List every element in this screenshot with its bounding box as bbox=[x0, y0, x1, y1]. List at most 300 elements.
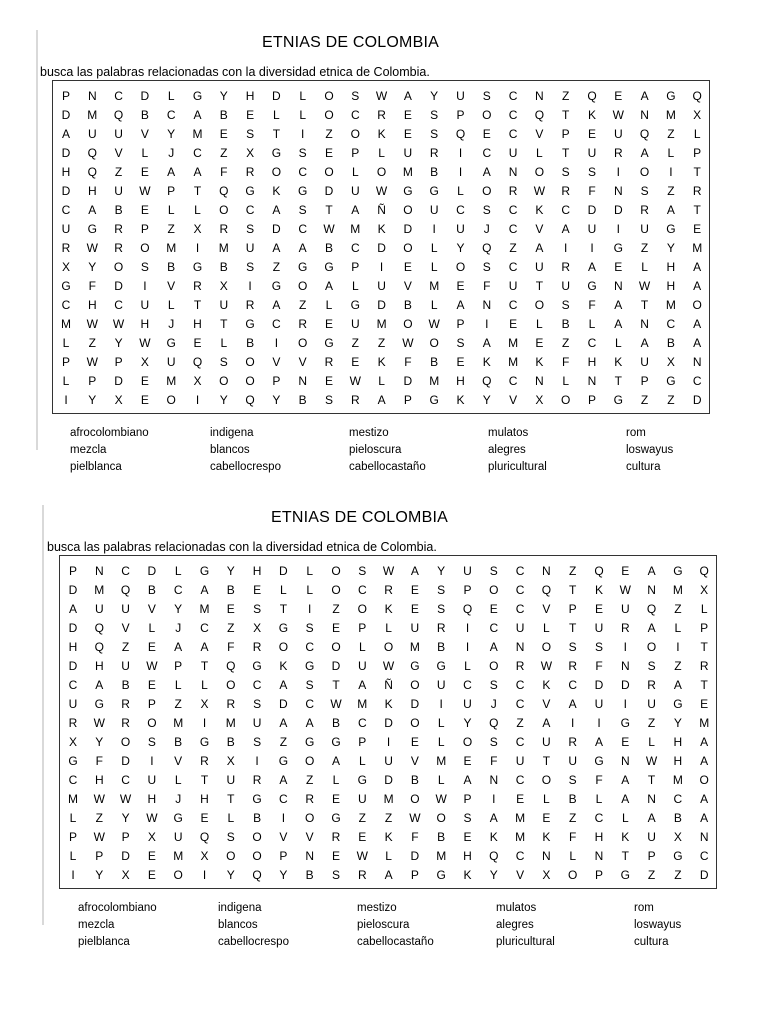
grid-letter: L bbox=[299, 108, 307, 122]
grid-letter: V bbox=[114, 146, 123, 160]
grid-letter: G bbox=[594, 754, 604, 768]
grid-letter: U bbox=[166, 355, 176, 369]
grid-letter: Y bbox=[272, 393, 281, 407]
grid-letter: U bbox=[647, 830, 656, 844]
grid-letter: R bbox=[699, 659, 709, 673]
word-list-item: blancos bbox=[210, 444, 250, 456]
grid-letter: Y bbox=[666, 241, 675, 255]
word-list-item: rom bbox=[634, 902, 654, 914]
word-list-item: alegres bbox=[488, 444, 526, 456]
grid-letter: U bbox=[252, 716, 262, 730]
grid-letter: K bbox=[482, 355, 491, 369]
grid-letter: O bbox=[140, 241, 150, 255]
grid-letter: L bbox=[62, 374, 70, 388]
grid-letter: P bbox=[279, 849, 288, 863]
grid-letter: P bbox=[272, 374, 281, 388]
grid-letter: E bbox=[140, 393, 149, 407]
grid-letter: Q bbox=[87, 146, 97, 160]
grid-letter: O bbox=[692, 298, 702, 312]
grid-letter: Q bbox=[87, 165, 97, 179]
grid-letter: I bbox=[308, 602, 312, 616]
grid-letter: P bbox=[121, 830, 130, 844]
grid-letter: P bbox=[167, 184, 176, 198]
grid-letter: G bbox=[252, 792, 262, 806]
grid-letter: M bbox=[61, 317, 71, 331]
grid-letter: E bbox=[140, 165, 149, 179]
grid-letter: Z bbox=[569, 564, 577, 578]
grid-letter: T bbox=[562, 146, 570, 160]
grid-letter: B bbox=[561, 317, 570, 331]
grid-letter: W bbox=[382, 564, 395, 578]
grid-row bbox=[53, 106, 709, 124]
grid-letter: Y bbox=[279, 868, 288, 882]
grid-letter: X bbox=[700, 583, 709, 597]
grid-letter: S bbox=[561, 165, 570, 179]
grid-letter: Y bbox=[121, 811, 130, 825]
grid-letter: Z bbox=[647, 716, 656, 730]
grid-letter: M bbox=[515, 811, 526, 825]
grid-letter: E bbox=[140, 203, 149, 217]
grid-letter: I bbox=[571, 716, 575, 730]
grid-letter: I bbox=[623, 640, 627, 654]
grid-letter: V bbox=[535, 127, 544, 141]
grid-letter: O bbox=[120, 735, 131, 749]
grid-letter: N bbox=[613, 279, 623, 293]
grid-letter: E bbox=[219, 127, 228, 141]
grid-letter: S bbox=[456, 336, 465, 350]
grid-letter: E bbox=[587, 127, 596, 141]
grid-letter: W bbox=[330, 697, 342, 711]
grid-letter: Z bbox=[569, 811, 577, 825]
grid-letter: L bbox=[325, 298, 333, 312]
grid-letter: C bbox=[508, 374, 518, 388]
grid-letter: X bbox=[147, 830, 156, 844]
grid-letter: I bbox=[492, 792, 496, 806]
grid-letter: K bbox=[621, 830, 630, 844]
grid-letter: Y bbox=[219, 89, 228, 103]
grid-letter: P bbox=[114, 355, 123, 369]
grid-letter: C bbox=[200, 621, 209, 635]
grid-letter: E bbox=[693, 222, 702, 236]
grid-letter: K bbox=[542, 830, 551, 844]
grid-letter: U bbox=[121, 602, 130, 616]
grid-letter: L bbox=[174, 678, 182, 692]
grid-letter: E bbox=[200, 811, 209, 825]
grid-letter: J bbox=[175, 621, 182, 635]
grid-letter: L bbox=[588, 317, 596, 331]
grid-letter: S bbox=[331, 868, 340, 882]
grid-letter: Z bbox=[325, 127, 333, 141]
grid-letter: A bbox=[587, 260, 596, 274]
grid-letter: R bbox=[436, 621, 446, 635]
grid-letter: I bbox=[458, 146, 463, 160]
grid-letter: Q bbox=[192, 355, 203, 369]
grid-letter: W bbox=[119, 792, 132, 806]
grid-letter: I bbox=[564, 241, 568, 255]
grid-letter: C bbox=[508, 260, 518, 274]
grid-letter: W bbox=[86, 241, 98, 255]
grid-letter: A bbox=[331, 754, 340, 768]
grid-letter: H bbox=[140, 317, 150, 331]
grid-letter: C bbox=[357, 583, 367, 597]
grid-letter: L bbox=[437, 716, 445, 730]
grid-letter: L bbox=[306, 583, 314, 597]
grid-letter: C bbox=[298, 165, 308, 179]
grid-letter: B bbox=[121, 678, 130, 692]
grid-letter: V bbox=[403, 279, 412, 293]
grid-letter: H bbox=[61, 165, 71, 179]
grid-letter: Q bbox=[219, 184, 229, 198]
grid-letter: M bbox=[692, 241, 703, 255]
grid-letter: L bbox=[693, 127, 701, 141]
word-list-item: loswayus bbox=[634, 919, 682, 931]
grid-letter: R bbox=[252, 773, 262, 787]
grid-letter: S bbox=[561, 298, 570, 312]
grid-letter: I bbox=[64, 393, 68, 407]
grid-letter: Q bbox=[639, 127, 650, 141]
grid-letter: Z bbox=[509, 241, 517, 255]
grid-letter: U bbox=[377, 279, 386, 293]
grid-letter: E bbox=[331, 849, 340, 863]
grid-letter: B bbox=[666, 336, 675, 350]
grid-letter: Y bbox=[114, 336, 123, 350]
grid-letter: E bbox=[542, 811, 551, 825]
grid-letter: R bbox=[226, 697, 236, 711]
grid-letter: A bbox=[279, 716, 288, 730]
grid-letter: K bbox=[614, 355, 623, 369]
grid-letter: N bbox=[699, 830, 709, 844]
grid-letter: I bbox=[274, 336, 279, 350]
grid-letter: W bbox=[612, 108, 624, 122]
grid-letter: D bbox=[114, 279, 123, 293]
word-list-item: pluricultural bbox=[488, 461, 547, 473]
grid-letter: C bbox=[515, 678, 525, 692]
grid-letter: N bbox=[94, 564, 104, 578]
grid-letter: L bbox=[430, 260, 438, 274]
grid-letter: R bbox=[357, 868, 367, 882]
grid-letter: M bbox=[436, 849, 447, 863]
grid-letter: W bbox=[93, 830, 105, 844]
grid-letter: V bbox=[121, 621, 130, 635]
grid-letter: M bbox=[87, 108, 98, 122]
grid-letter: K bbox=[279, 659, 288, 673]
grid-letter: B bbox=[246, 336, 255, 350]
grid-letter: G bbox=[620, 868, 630, 882]
grid-letter: H bbox=[200, 792, 209, 806]
grid-letter: K bbox=[489, 830, 498, 844]
grid-letter: V bbox=[535, 222, 544, 236]
grid-letter: A bbox=[88, 203, 97, 217]
grid-letter: R bbox=[377, 108, 386, 122]
grid-letter: O bbox=[245, 355, 255, 369]
word-search-grid bbox=[52, 80, 710, 414]
grid-letter: E bbox=[140, 374, 149, 388]
grid-letter: J bbox=[490, 697, 497, 711]
grid-letter: O bbox=[173, 868, 183, 882]
grid-letter: C bbox=[193, 146, 202, 160]
page-title: ETNIAS DE COLOMBIA bbox=[271, 509, 448, 526]
grid-letter: X bbox=[200, 849, 209, 863]
grid-letter: L bbox=[69, 849, 77, 863]
grid-letter: A bbox=[298, 241, 307, 255]
grid-letter: R bbox=[620, 621, 630, 635]
grid-letter: L bbox=[174, 773, 182, 787]
grid-letter: G bbox=[245, 184, 255, 198]
grid-letter: W bbox=[86, 355, 98, 369]
grid-letter: D bbox=[68, 583, 78, 597]
grid-letter: P bbox=[61, 89, 70, 103]
grid-letter: Q bbox=[252, 868, 262, 882]
grid-letter: A bbox=[279, 678, 288, 692]
grid-letter: C bbox=[515, 697, 525, 711]
grid-letter: A bbox=[535, 241, 544, 255]
grid-letter: C bbox=[489, 621, 499, 635]
grid-letter: C bbox=[68, 678, 78, 692]
grid-letter: M bbox=[409, 640, 420, 654]
grid-letter: Y bbox=[167, 127, 176, 141]
grid-letter: U bbox=[410, 621, 420, 635]
grid-letter: Y bbox=[88, 393, 97, 407]
grid-letter: T bbox=[200, 773, 209, 787]
grid-letter: X bbox=[542, 868, 551, 882]
grid-letter: Z bbox=[562, 336, 570, 350]
grid-letter: C bbox=[121, 773, 130, 787]
grid-letter: K bbox=[535, 203, 544, 217]
grid-letter: B bbox=[410, 773, 419, 787]
grid-letter: E bbox=[489, 602, 498, 616]
grid-letter: G bbox=[357, 773, 367, 787]
grid-letter: F bbox=[227, 640, 235, 654]
grid-letter: W bbox=[402, 336, 414, 350]
grid-letter: C bbox=[298, 222, 308, 236]
grid-letter: L bbox=[674, 621, 682, 635]
grid-letter: O bbox=[482, 184, 492, 198]
grid-letter: U bbox=[515, 754, 525, 768]
grid-letter: K bbox=[384, 697, 393, 711]
grid-letter: Z bbox=[299, 298, 307, 312]
grid-letter: L bbox=[437, 773, 445, 787]
grid-letter: N bbox=[489, 773, 499, 787]
grid-letter: Y bbox=[95, 735, 104, 749]
grid-letter: P bbox=[358, 621, 367, 635]
grid-letter: N bbox=[587, 374, 597, 388]
grid-letter: O bbox=[219, 203, 229, 217]
grid-letter: U bbox=[456, 89, 465, 103]
grid-row bbox=[60, 657, 716, 675]
grid-letter: R bbox=[219, 222, 229, 236]
grid-letter: G bbox=[192, 89, 203, 103]
grid-letter: B bbox=[114, 203, 123, 217]
grid-letter: R bbox=[245, 298, 255, 312]
grid-letter: C bbox=[272, 317, 281, 331]
grid-letter: Y bbox=[174, 602, 183, 616]
grid-letter: N bbox=[535, 89, 544, 103]
grid-letter: L bbox=[457, 184, 464, 198]
grid-letter: S bbox=[594, 640, 603, 654]
grid-letter: E bbox=[331, 621, 340, 635]
grid-letter: W bbox=[375, 184, 388, 198]
grid-letter: Y bbox=[226, 868, 235, 882]
grid-letter: S bbox=[430, 127, 439, 141]
grid-letter: L bbox=[148, 621, 156, 635]
grid-letter: S bbox=[568, 640, 577, 654]
grid-letter: A bbox=[174, 640, 183, 654]
grid-letter: D bbox=[587, 203, 597, 217]
grid-letter: I bbox=[439, 697, 443, 711]
grid-letter: R bbox=[561, 184, 571, 198]
grid-letter: T bbox=[562, 108, 570, 122]
grid-letter: C bbox=[508, 127, 518, 141]
grid-letter: A bbox=[272, 298, 281, 312]
grid-letter: A bbox=[693, 317, 702, 331]
grid-letter: R bbox=[384, 583, 393, 597]
grid-letter: I bbox=[616, 165, 620, 179]
grid-letter: D bbox=[279, 564, 288, 578]
instructions: busca las palabras relacionadas con la diversidad etnica de Colombia. bbox=[47, 540, 437, 554]
grid-letter: R bbox=[252, 640, 262, 654]
grid-letter: S bbox=[489, 735, 498, 749]
grid-letter: E bbox=[456, 279, 465, 293]
grid-letter: R bbox=[61, 241, 71, 255]
grid-letter: L bbox=[174, 564, 182, 578]
word-list-item: alegres bbox=[496, 919, 534, 931]
word-list-item: pielblanca bbox=[70, 461, 122, 473]
grid-row bbox=[60, 676, 716, 694]
grid-letter: G bbox=[350, 298, 360, 312]
grid-letter: O bbox=[489, 583, 499, 597]
grid-letter: L bbox=[62, 336, 70, 350]
grid-letter: T bbox=[700, 678, 708, 692]
grid-letter: I bbox=[485, 317, 489, 331]
grid-letter: P bbox=[68, 564, 77, 578]
grid-letter: G bbox=[331, 811, 341, 825]
grid-letter: H bbox=[587, 355, 597, 369]
grid-letter: A bbox=[279, 773, 288, 787]
grid-letter: U bbox=[508, 146, 518, 160]
grid-letter: W bbox=[93, 716, 105, 730]
grid-row bbox=[60, 733, 716, 751]
grid-letter: S bbox=[140, 260, 149, 274]
grid-letter: Z bbox=[384, 811, 393, 825]
grid-letter: N bbox=[305, 849, 315, 863]
grid-letter: A bbox=[482, 336, 491, 350]
grid-letter: S bbox=[437, 602, 446, 616]
grid-letter: P bbox=[61, 355, 70, 369]
grid-letter: A bbox=[193, 108, 202, 122]
grid-letter: V bbox=[140, 127, 149, 141]
grid-letter: Z bbox=[377, 336, 386, 350]
grid-letter: L bbox=[569, 849, 577, 863]
grid-letter: D bbox=[384, 773, 393, 787]
grid-letter: P bbox=[647, 849, 656, 863]
grid-letter: J bbox=[168, 317, 175, 331]
grid-letter: L bbox=[358, 640, 366, 654]
grid-letter: U bbox=[357, 792, 367, 806]
grid-letter: H bbox=[147, 792, 157, 806]
grid-letter: J bbox=[175, 792, 182, 806]
grid-letter: J bbox=[168, 146, 175, 160]
grid-letter: H bbox=[68, 640, 78, 654]
grid-row bbox=[60, 600, 716, 618]
grid-letter: I bbox=[202, 868, 207, 882]
grid-letter: H bbox=[87, 184, 97, 198]
grid-letter: S bbox=[482, 89, 491, 103]
grid-letter: R bbox=[331, 830, 341, 844]
grid-letter: M bbox=[68, 792, 78, 806]
grid-letter: W bbox=[112, 317, 125, 331]
grid-letter: F bbox=[95, 754, 103, 768]
grid-letter: O bbox=[147, 716, 157, 730]
grid-letter: Q bbox=[646, 602, 657, 616]
grid-letter: L bbox=[358, 754, 366, 768]
grid-letter: C bbox=[508, 298, 518, 312]
grid-letter: O bbox=[489, 659, 499, 673]
grid-letter: P bbox=[568, 602, 577, 616]
grid-letter: I bbox=[379, 260, 384, 274]
grid-letter: A bbox=[193, 165, 202, 179]
grid-letter: B bbox=[437, 640, 446, 654]
grid-letter: E bbox=[594, 602, 603, 616]
grid-row bbox=[53, 277, 709, 295]
grid-letter: E bbox=[193, 336, 202, 350]
grid-letter: L bbox=[430, 298, 438, 312]
grid-letter: G bbox=[94, 697, 104, 711]
grid-letter: Y bbox=[88, 260, 97, 274]
grid-letter: L bbox=[543, 621, 550, 635]
grid-letter: G bbox=[673, 849, 683, 863]
grid-letter: O bbox=[331, 640, 341, 654]
grid-letter: S bbox=[463, 811, 472, 825]
grid-letter: M bbox=[515, 830, 526, 844]
grid-letter: E bbox=[147, 849, 156, 863]
grid-letter: Q bbox=[692, 89, 702, 103]
grid-letter: H bbox=[193, 317, 202, 331]
grid-letter: O bbox=[455, 260, 466, 274]
grid-letter: A bbox=[95, 678, 104, 692]
grid-letter: P bbox=[351, 260, 360, 274]
grid-letter: U bbox=[140, 298, 150, 312]
grid-letter: O bbox=[403, 317, 413, 331]
grid-letter: P bbox=[403, 393, 412, 407]
grid-letter: I bbox=[150, 754, 154, 768]
grid-letter: F bbox=[411, 830, 419, 844]
word-list-item: afrocolombiano bbox=[78, 902, 157, 914]
grid-letter: L bbox=[141, 146, 149, 160]
grid-letter: F bbox=[490, 754, 498, 768]
grid-letter: X bbox=[666, 355, 675, 369]
grid-letter: S bbox=[246, 260, 255, 274]
grid-letter: O bbox=[541, 773, 552, 787]
grid-row bbox=[53, 315, 709, 333]
grid-letter: Ñ bbox=[384, 678, 393, 692]
grid-letter: T bbox=[279, 602, 288, 616]
grid-letter: V bbox=[147, 602, 156, 616]
grid-letter: Q bbox=[120, 583, 131, 597]
grid-row bbox=[60, 638, 716, 656]
grid-letter: N bbox=[535, 374, 544, 388]
grid-letter: G bbox=[305, 659, 315, 673]
grid-letter: Q bbox=[482, 241, 492, 255]
grid-letter: D bbox=[121, 754, 130, 768]
grid-letter: Q bbox=[587, 89, 597, 103]
grid-letter: A bbox=[673, 678, 682, 692]
grid-row bbox=[60, 562, 716, 580]
grid-letter: O bbox=[331, 564, 341, 578]
grid-letter: W bbox=[619, 583, 631, 597]
grid-letter: P bbox=[174, 659, 183, 673]
grid-letter: E bbox=[700, 697, 709, 711]
word-list-item: rom bbox=[626, 427, 646, 439]
